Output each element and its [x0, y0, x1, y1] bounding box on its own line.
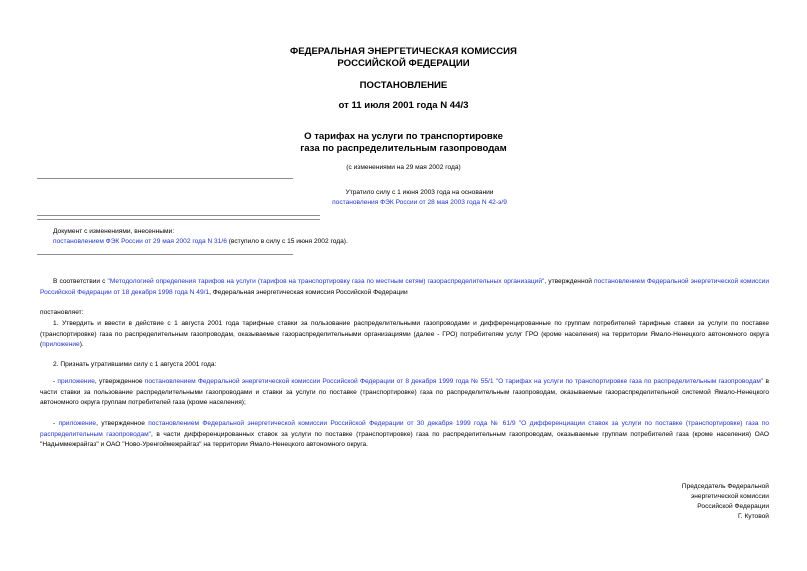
changes-note: (с изменениями на 29 мая 2002 года)	[346, 164, 461, 171]
bullet-1-paragraph	[40, 377, 769, 409]
signature-line-1: Председатель Федеральной	[681, 483, 769, 490]
decree-55-1-link[interactable]: постановлением Федеральной энергетической комиссии Российской Федерации от 8 декабря 1999 года № 55/1 "О тарифах на услуги по транспортировке газа по распределительным газопроводам"	[144, 378, 764, 385]
decree-61-9-link[interactable]: постановлением Федеральной энергетической комиссии Российской Федерации от 30 декабря 1999 года № 61/9 "О дифференциации ставок за услуги по поставке (транспортировке) газа по распределительным газопроводам"	[40, 420, 769, 438]
divider	[37, 215, 320, 216]
item-1-text: ).	[79, 341, 84, 349]
void-notice-link[interactable]: постановления ФЭК России от 28 мая 2003 года N 42-э/9	[332, 199, 507, 206]
bullet-2-text: , в части дифференцированных ставок за услуги по поставке (транспортировке) газа по распределительным газопроводам, оказываемые группам потребителей газа (кроме населения) ОАО "Надыммежрайгаз" и ОАО "Ново-Уренгоймежрайгаз" на территории Ямало-Ненецкого автономного округа.	[40, 430, 769, 449]
bullet-1-text: в части ставки за пользование распределительными газопроводами и ставки за услуги по поставке (транспортировке) газа по распределительным газопроводам, оказываемые газораспределительной системой Ямало-Ненецкого автономного округа группам потребителей газа (кроме населения);	[40, 378, 769, 407]
signature-block	[560, 482, 769, 522]
title-line-2: газа по распределительным газопроводам	[300, 143, 507, 154]
divider	[37, 254, 293, 255]
void-notice-text: Утратило силу с 1 июня 2003 года на основании	[345, 189, 494, 196]
divider	[37, 178, 293, 179]
commission-line-2: РОССИЙСКОЙ ФЕДЕРАЦИИ	[337, 58, 470, 69]
commission-line-1: ФЕДЕРАЛЬНАЯ ЭНЕРГЕТИЧЕСКАЯ КОМИССИЯ	[290, 46, 517, 57]
divider	[37, 219, 320, 220]
changes-block-tail: (вступило в силу с 15 июня 2002 года).	[226, 238, 348, 245]
fek-decree-link[interactable]: постановлением Федеральной энергетической комиссии Российской Федерации от 18 декабря 1998 года N 49/1	[40, 278, 769, 296]
bullet-1-text: -	[53, 378, 58, 385]
changes-block	[53, 227, 453, 247]
doc-type: ПОСТАНОВЛЕНИЕ	[359, 80, 448, 91]
signature-line-2: энергетической комиссии	[690, 493, 769, 500]
title-line-1: О тарифах на услуги по транспортировке	[304, 131, 503, 142]
bullet-2-text: -	[53, 420, 59, 427]
preamble-text: В соответствии с	[53, 278, 108, 285]
preamble-paragraph	[40, 277, 769, 298]
commission-name	[0, 46, 807, 70]
appendix-link[interactable]: приложение	[57, 378, 95, 385]
bullet-2-text: , утвержденное	[96, 420, 149, 427]
decree-word: постановляет:	[40, 309, 84, 316]
bullet-1-text: , утвержденное	[94, 378, 145, 385]
signature-line-3: Российской Федерации	[697, 503, 769, 510]
item-1-paragraph	[40, 319, 769, 351]
changes-block-title: Документ с изменениями, внесенными:	[53, 228, 175, 235]
changes-block-link[interactable]: постановлением ФЭК России от 29 мая 2002 года N 31/6	[53, 238, 227, 245]
item-1-text: 1. Утвердить и ввести в действие с 1 августа 2001 года тарифные ставки за пользование распределительными газопроводами и дифференцированные по группам потребителей тарифные ставки за услуги по поставке (транспортировке) газа по распределительным газопроводам, оказываемые газораспределительными организациями (далее - ГРО) потребителям услуг ГРО (кроме населения) на территории Ямало-Ненецкого автономного округа (	[40, 320, 769, 349]
preamble-text: , Федеральная энергетическая комиссия Российской Федерации	[209, 288, 408, 296]
void-notice	[16, 188, 807, 208]
appendix-link[interactable]: приложение	[58, 420, 97, 427]
signature-name: Г. Кутовой	[738, 513, 769, 520]
appendix-link[interactable]: приложение	[42, 341, 80, 349]
changes-block-line	[53, 237, 453, 247]
preamble-text: , утвержденной	[544, 278, 595, 285]
item-2-paragraph: 2. Признать утратившими силу с 1 августа 2001 года:	[53, 361, 217, 368]
methodology-link[interactable]: "Методологией определения тарифов на услуги (тарифов на транспортировку газа по местным сетям) газораспределительных организаций"	[107, 278, 545, 285]
doc-title	[0, 131, 807, 155]
bullet-2-paragraph	[40, 419, 769, 451]
doc-date: от 11 июля 2001 года N 44/3	[338, 100, 469, 111]
